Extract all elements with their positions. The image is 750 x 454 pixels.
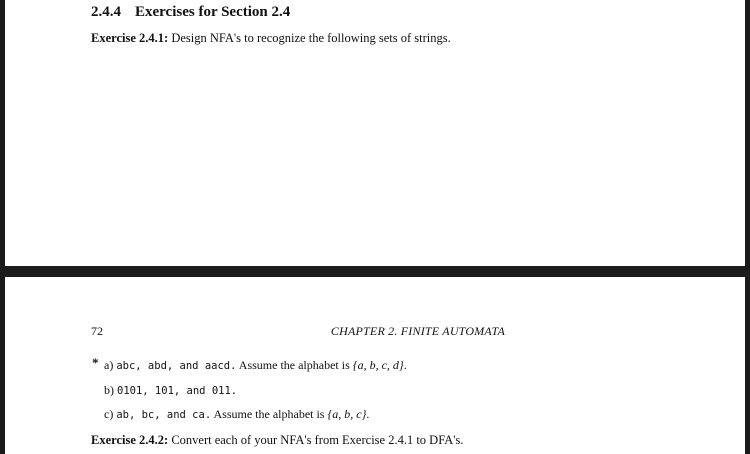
part-end: . <box>366 407 370 421</box>
exercise-2-4-1 <box>91 31 451 46</box>
part-note: Assume the alphabet is <box>213 407 325 421</box>
exercise-text: Design NFA's to recognize the following sets of strings. <box>171 31 451 45</box>
part-end: . <box>403 358 407 372</box>
part-strings: 0101, 101, and 011. <box>117 385 238 397</box>
exercise-part-b <box>104 383 237 398</box>
section-title: Exercises for Section 2.4 <box>135 4 291 20</box>
chapter-title: CHAPTER 2. FINITE AUTOMATA <box>330 324 505 338</box>
starred-marker: * <box>92 355 99 370</box>
part-label: b) <box>104 383 114 397</box>
part-label: c) <box>104 407 114 421</box>
exercise-part-c <box>104 407 369 422</box>
exercise-label: Exercise 2.4.1: <box>91 31 169 45</box>
part-note: Assume the alphabet is <box>238 358 350 372</box>
part-label: a) <box>104 358 114 372</box>
section-number: 2.4.4 <box>91 4 121 20</box>
exercise-part-a <box>92 355 407 373</box>
part-alphabet: {a, b, c} <box>327 407 367 421</box>
page-number: 72 <box>91 324 103 338</box>
part-strings: ab, bc, and ca. <box>116 409 212 421</box>
page-bottom <box>5 277 745 454</box>
part-strings: abc, abd, and aacd. <box>116 360 237 372</box>
page-top <box>5 0 745 266</box>
part-alphabet: {a, b, c, d} <box>352 358 404 372</box>
section-heading <box>91 4 290 21</box>
exercise-label: Exercise 2.4.2: <box>91 433 169 447</box>
exercise-text: Convert each of your NFA's from Exercise 2.4.1 to DFA's. <box>171 433 464 447</box>
exercise-2-4-2 <box>91 433 464 448</box>
